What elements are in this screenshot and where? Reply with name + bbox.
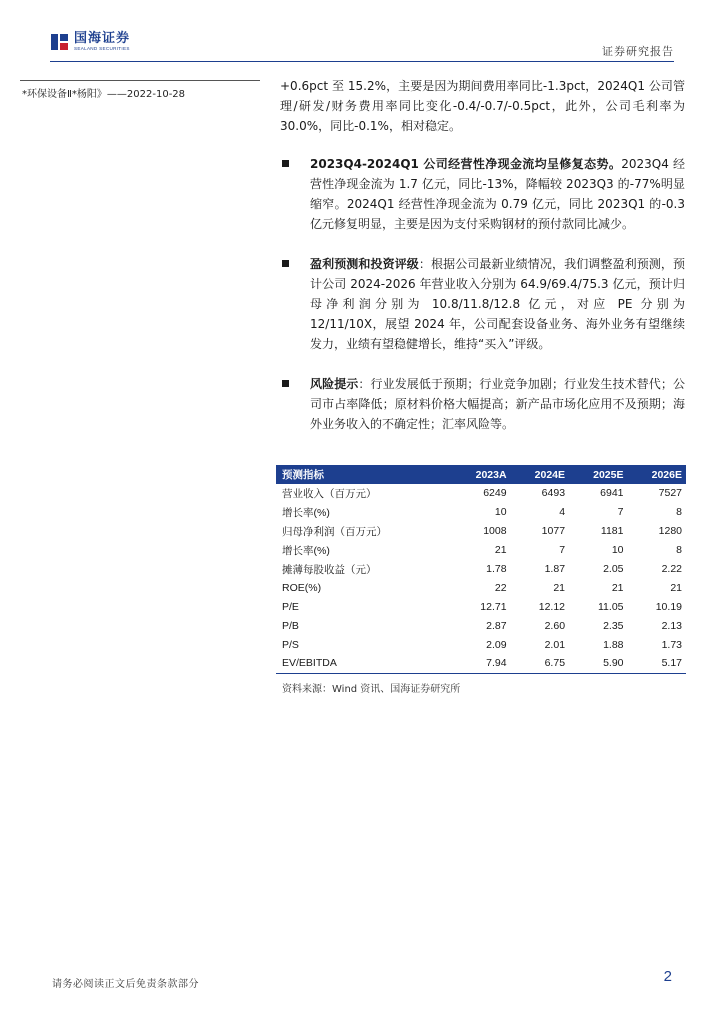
page-header: [50, 28, 674, 62]
bullet-square-icon: [282, 380, 289, 387]
table-cell: EV/EBITDA: [276, 654, 451, 673]
table-cell: 2.60: [544, 619, 566, 632]
footer-disclaimer: 请务必阅读正文后免责条款部分: [52, 979, 199, 990]
table-cell: 10: [611, 544, 624, 557]
logo-mark-icon: [50, 32, 70, 52]
table-cell: 2.13: [661, 619, 682, 632]
table-cell: 11.05: [598, 600, 624, 613]
table-cell: 增长率(%): [282, 544, 330, 557]
table-row: [276, 484, 686, 503]
table-cell: 2.87: [486, 619, 507, 632]
table-cell: P/E: [282, 600, 299, 613]
bullet-cash-flow: [280, 154, 685, 234]
table-cell: 2.09: [486, 638, 507, 651]
table-row: [276, 578, 686, 597]
table-cell: 7.94: [451, 654, 510, 673]
table-cell: 4: [559, 506, 566, 519]
header-divider: [50, 61, 674, 62]
company-logo: [50, 32, 130, 52]
table-cell: 归母净利润（百万元）: [282, 525, 387, 538]
table-row: [276, 522, 686, 541]
table-cell: 12.12: [538, 600, 566, 613]
table-cell: 摊薄每股收益（元）: [282, 563, 377, 576]
table-cell: 10.19: [655, 600, 682, 613]
table-cell: 21: [670, 581, 682, 594]
table-cell: 7: [617, 506, 624, 519]
table-row: [276, 503, 686, 522]
table-cell: 6.75: [511, 654, 569, 673]
table-header-cell: 2023A: [451, 465, 510, 484]
table-row: [276, 541, 686, 560]
table-cell: 1280: [658, 525, 682, 538]
logo-text-cn: 国海证券: [74, 31, 131, 46]
table-cell: 6493: [541, 487, 566, 500]
page-number: 2: [663, 968, 672, 985]
bullet-title: 盈利预测和投资评级: [310, 257, 419, 271]
table-row: [276, 616, 686, 635]
table-header-cell: 2026E: [628, 465, 687, 484]
table-cell: 2.22: [661, 563, 682, 575]
table-cell: 1.87: [544, 563, 566, 575]
forecast-table: [276, 465, 686, 674]
table-row: [276, 635, 686, 654]
bullet-risk-warning: [280, 374, 685, 434]
table-cell: 6249: [483, 487, 507, 500]
table-cell: 5.90: [569, 654, 627, 673]
table-row: [276, 597, 686, 616]
table-header-cell: 2025E: [569, 465, 627, 484]
table-cell: 21: [553, 581, 566, 594]
table-cell: ROE(%): [282, 581, 322, 594]
table-cell: P/S: [282, 638, 299, 651]
table-cell: 营业收入（百万元）: [282, 487, 377, 500]
table-cell: 1.78: [486, 563, 507, 575]
bullet-square-icon: [282, 160, 289, 167]
table-cell: 22: [494, 581, 507, 594]
bullet-body: ：根据公司最新业绩情况，我们调整盈利预测，预计公司 2024-2026 年营业收入分别为 64.9/69.4/75.3 亿元，预计归母净利润分别为 10.8/11.8/12.8 亿元，对应 PE 分别为 12/11/10X，展望 2024 年，公司配套设备业务、海外业务有望继续发力，业绩有望稳健增长，维持“买入”评级。: [310, 257, 685, 351]
bullet-square-icon: [282, 260, 289, 267]
table-header-cell: 预测指标: [276, 465, 451, 484]
table-cell: 10: [494, 506, 507, 519]
table-cell: 12.71: [480, 600, 507, 613]
table-cell: 8: [676, 544, 682, 557]
bullet-body: ：行业发展低于预期；行业竞争加剧；行业发生技术替代；公司市占率降低；原材料价格大幅提高；新产品市场化应用不及预期；海外业务收入的不确定性；汇率风险等。: [310, 377, 685, 431]
table-cell: 6941: [600, 487, 624, 500]
table-cell: 2.01: [544, 638, 566, 651]
bullet-forecast-rating: [280, 254, 685, 354]
table-header-cell: 2024E: [511, 465, 569, 484]
table-cell: 2.35: [603, 619, 624, 632]
table-cell: 7527: [658, 487, 682, 500]
table-cell: 2.05: [603, 563, 624, 575]
table-cell: 21: [494, 544, 507, 557]
logo-text-en: SEALAND SECURITIES: [74, 46, 130, 51]
table-cell: 增长率(%): [282, 506, 330, 519]
table-cell: 1077: [541, 525, 566, 538]
table-cell: 7: [559, 544, 566, 557]
table-row: [276, 560, 686, 579]
report-type-label: 证券研究报告: [602, 45, 674, 58]
table-cell: 1.73: [661, 638, 682, 651]
table-cell: 1181: [600, 525, 624, 538]
bullet-title: 风险提示: [310, 377, 359, 391]
bullet-title: 2023Q4-2024Q1 公司经营性净现金流均呈修复态势。: [310, 157, 622, 171]
table-header-row: [276, 465, 686, 484]
table-cell: 5.17: [628, 654, 687, 673]
table-source-note: 资料来源：Wind 资讯、国海证券研究所: [282, 684, 461, 695]
left-reference-text: *环保设备Ⅱ*杨阳》——2022-10-28: [22, 89, 186, 100]
table-cell: 21: [611, 581, 624, 594]
intro-paragraph: +0.6pct 至 15.2%，主要是因为期间费用率同比-1.3pct，2024Q1 公司管理/研发/财务费用率同比变化-0.4/-0.7/-0.5pct，此外，公司毛利率为 30.0%，同比-0.1%，相对稳定。: [280, 79, 685, 133]
table-cell: 8: [676, 506, 682, 519]
table-row: [276, 654, 686, 673]
table-cell: 1008: [483, 525, 507, 538]
table-cell: 1.88: [603, 638, 624, 651]
main-content: [280, 76, 685, 434]
left-reference-divider: [20, 80, 260, 81]
bullet-body: 2023Q4 经营性净现金流为 1.7 亿元，同比-13%，降幅较 2023Q3 的-77%明显缩窄。2024Q1 经营性净现金流为 0.79 亿元，同比 2023Q1 的-0.3 亿元修复明显，主要是因为支付采购钢材的预付款同比减少。: [310, 157, 685, 231]
table-cell: P/B: [282, 619, 299, 632]
